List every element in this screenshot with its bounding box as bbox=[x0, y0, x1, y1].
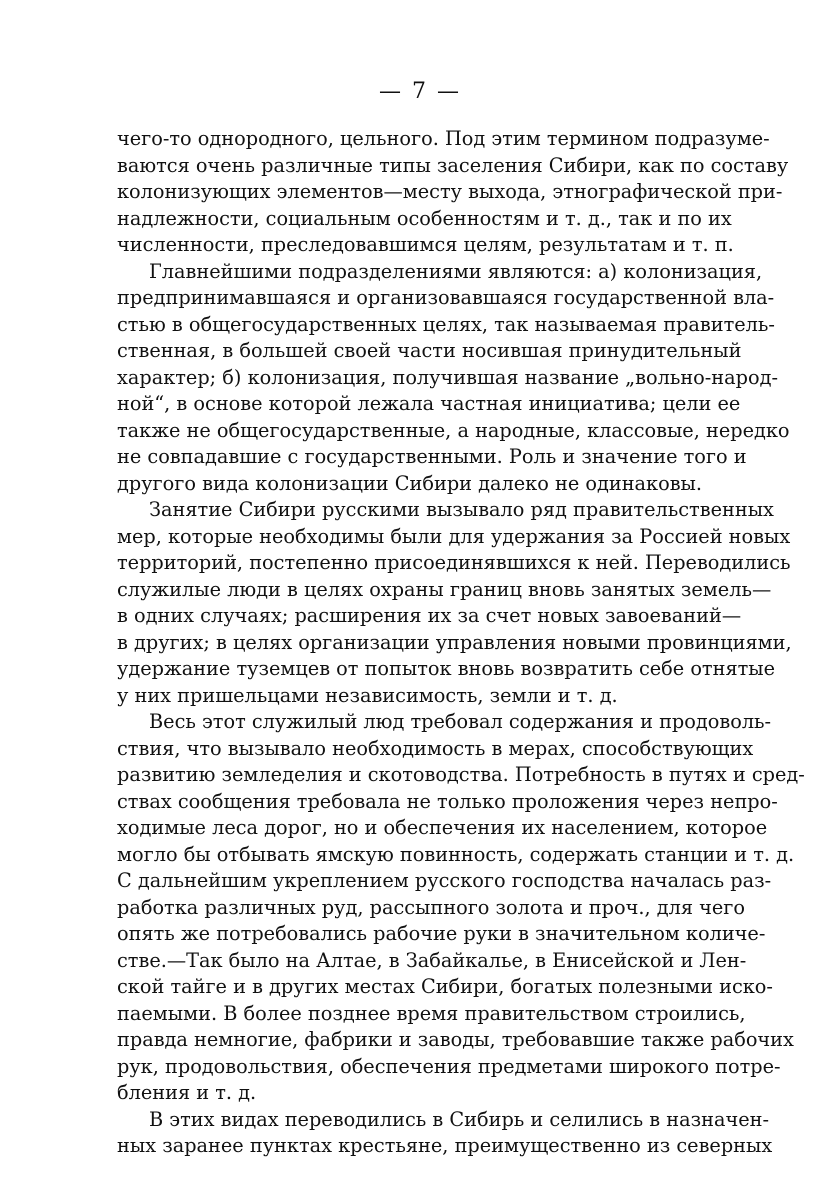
text-line: работка различных руд, рассыпного золота и проч., для чего bbox=[117, 895, 746, 919]
text-line: ходимые леса дорог, но и обеспечения их населением, которое bbox=[117, 816, 768, 839]
paragraph-3 bbox=[117, 497, 792, 709]
text-line: служилые люди в целях охраны границ вновь занятых земель— bbox=[117, 577, 772, 601]
text-line: надлежности, социальным особенностям и т. д., так и по их bbox=[117, 206, 732, 230]
text-line: рук, продовольствия, обеспечения предметами широкого потре- bbox=[117, 1054, 781, 1078]
text-line: предпринимавшаяся и организовавшаяся государственной вла- bbox=[117, 286, 775, 309]
text-line: чего-то однородного, цельного. Под этим термином подразуме- bbox=[117, 127, 770, 150]
text-line: С дальнейшим укреплением русского господства началась раз- bbox=[117, 869, 772, 892]
text-line: стве.—Так было на Алтае, в Забайкалье, в Енисейской и Лен- bbox=[117, 948, 747, 972]
text-line: у них пришельцами независимость, земли и т. д. bbox=[117, 683, 618, 707]
paragraph-5 bbox=[117, 1107, 773, 1160]
text-line: Весь этот служилый люд требовал содержания и продоволь- bbox=[149, 710, 772, 733]
text-line: бления и т. д. bbox=[117, 1081, 257, 1104]
paragraph-1 bbox=[117, 126, 789, 259]
text-line: развитию земледелия и скотоводства. Потребность в путях и сред- bbox=[117, 763, 805, 786]
body-text bbox=[117, 126, 805, 1160]
text-line: Главнейшими подразделениями являются: а) колонизация, bbox=[149, 259, 763, 283]
text-line: в одних случаях; расширения их за счет новых завоеваний— bbox=[117, 604, 742, 627]
text-line: опять же потребовались рабочие руки в значительном количе- bbox=[117, 922, 766, 945]
text-line: другого вида колонизации Сибири далеко не одинаковы. bbox=[117, 471, 703, 495]
text-line: в других; в целях организации управления новыми провинциями, bbox=[117, 630, 792, 654]
text-line: правда немногие, фабрики и заводы, требовавшие также рабочих bbox=[117, 1028, 794, 1051]
text-line: ных заранее пунктах крестьяне, преимущественно из северных bbox=[117, 1134, 773, 1157]
text-line: Занятие Сибири русскими вызывало ряд правительственных bbox=[149, 498, 774, 521]
page-number: — 7 — bbox=[379, 79, 461, 104]
paragraph-2 bbox=[117, 259, 790, 498]
text-line: мер, которые необходимы были для удержания за Россией новых bbox=[117, 524, 791, 548]
text-line: характер; б) колонизация, получившая название „вольно-народ- bbox=[117, 365, 778, 389]
text-line: ствия, что вызывало необходимость в мерах, способствующих bbox=[117, 736, 754, 760]
text-line: колонизующих элементов—месту выхода, этнографической при- bbox=[117, 180, 783, 203]
text-line: ваются очень различные типы заселения Сибири, как по составу bbox=[117, 153, 789, 177]
text-line: стью в общегосударственных целях, так называемая правитель- bbox=[117, 312, 775, 336]
text-line: ной“, в основе которой лежала частная инициатива; цели ее bbox=[117, 392, 741, 415]
text-line: удержание туземцев от попыток вновь возвратить себе отнятые bbox=[117, 657, 776, 680]
text-line: численности, преследовавшимся целям, результатам и т. п. bbox=[117, 233, 734, 256]
text-line: ственная, в большей своей части носившая принудительный bbox=[117, 339, 742, 362]
text-line: паемыми. В более позднее время правительством строились, bbox=[117, 1001, 746, 1025]
text-line: не совпадавшие с государственными. Роль и значение того и bbox=[117, 445, 747, 468]
text-line: ствах сообщения требовала не только проложения через непро- bbox=[117, 789, 778, 813]
paragraph-4 bbox=[117, 709, 805, 1107]
text-line: ской тайге и в других местах Сибири, богатых полезными иско- bbox=[117, 975, 773, 998]
text-line: также не общегосударственные, а народные, классовые, нередко bbox=[117, 418, 790, 442]
text-line: могло бы отбывать ямскую повинность, содержать станции и т. д. bbox=[117, 842, 795, 866]
text-line: территорий, постепенно присоединявшихся к ней. Переводились bbox=[117, 551, 791, 574]
text-line: В этих видах переводились в Сибирь и селились в назначен- bbox=[149, 1107, 769, 1131]
